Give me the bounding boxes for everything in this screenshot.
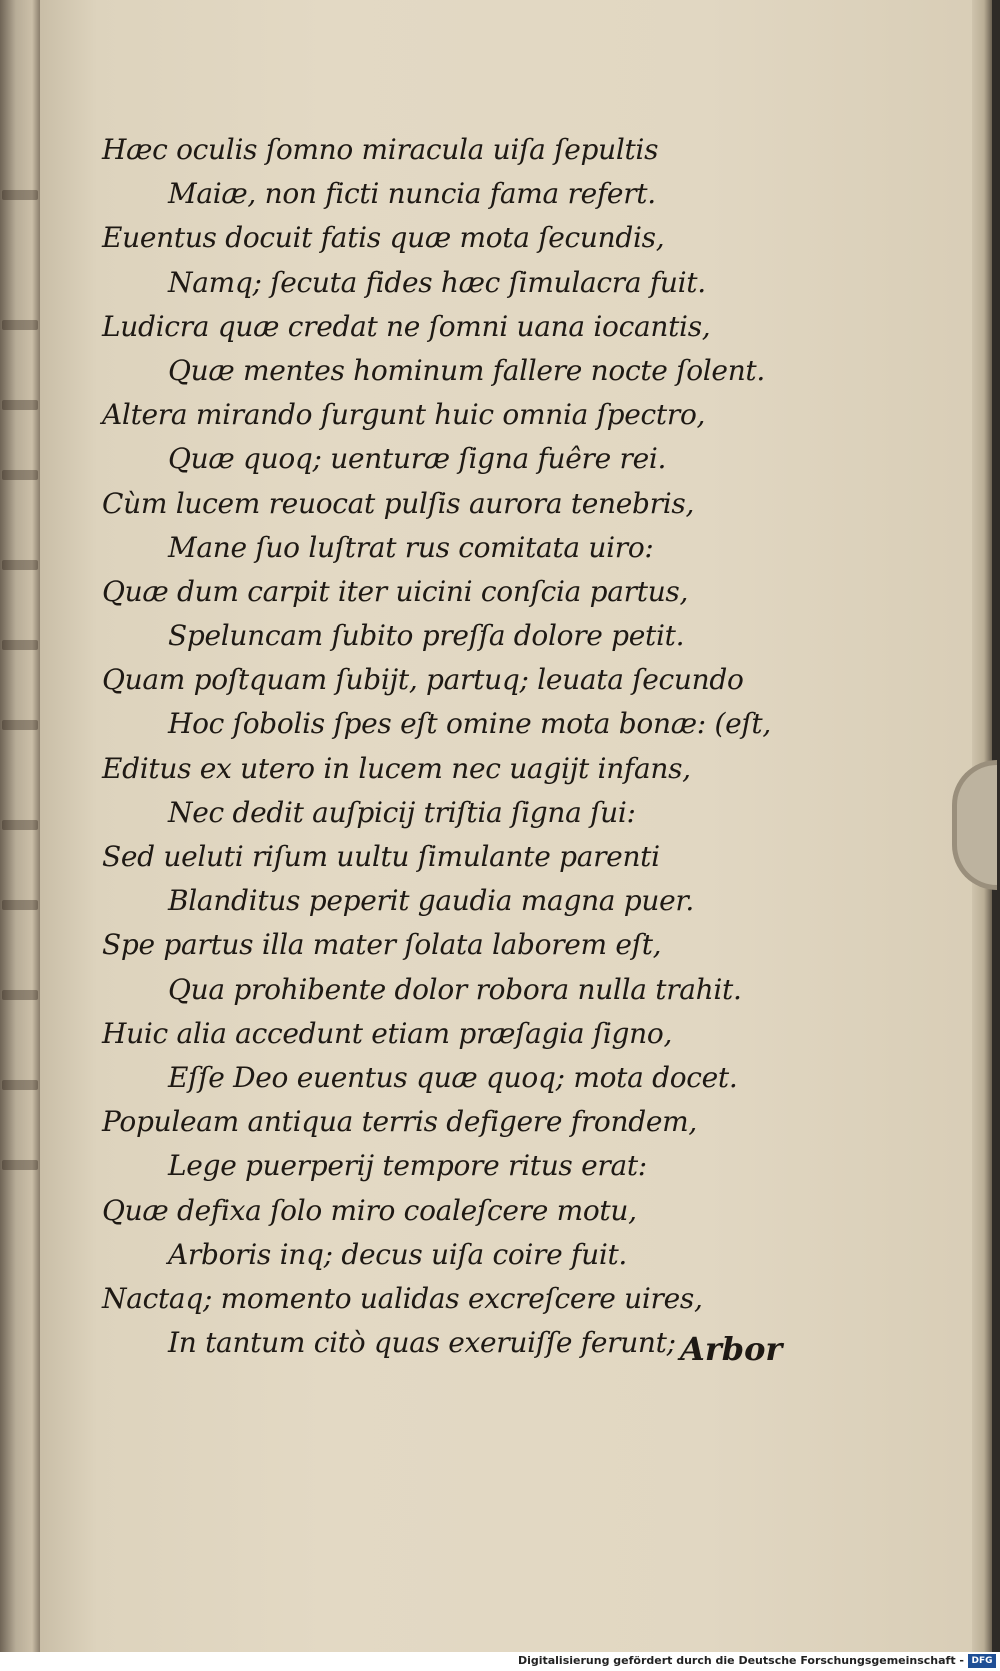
- verse-line: Quæ quoq; uenturæ ſigna fuêre rei.: [168, 442, 667, 476]
- verse-line: Quæ dum carpit iter uicini conſcia partus,: [102, 574, 689, 608]
- verse-line: Ludicra quæ credat ne ſomni uana iocantis,: [102, 309, 711, 343]
- verse-line: Blanditus peperit gaudia magna puer.: [168, 884, 695, 918]
- verse-line: Euentus docuit fatis quæ mota ſecundis,: [102, 221, 665, 255]
- verse-line: Namq; ſecuta fides hæc ſimulacra fuit.: [168, 265, 706, 299]
- verse-line: Populeam antiqua terris defigere frondem,: [102, 1105, 697, 1139]
- verse-line: Nec dedit auſpicij triſtia ſigna ſui:: [168, 795, 636, 829]
- verse-line: Speluncam ſubito preſſa dolore petit.: [168, 619, 685, 653]
- verse-line: Quæ defixa ſolo miro coaleſcere motu,: [102, 1193, 637, 1227]
- verse-line: Nactaq; momento ualidas excreſcere uires,: [102, 1281, 703, 1315]
- verse-text-block: [102, 128, 771, 1365]
- catchword: Arbor: [680, 1330, 783, 1368]
- verse-line: Quæ mentes hominum fallere nocte ſolent.: [168, 353, 765, 387]
- verse-line: Eſſe Deo euentus quæ quoq; mota docet.: [168, 1060, 738, 1094]
- footer-bar: [0, 1652, 1000, 1671]
- verse-line: Qua prohibente dolor robora nulla trahit.: [168, 972, 742, 1006]
- verse-line: Editus ex utero in lucem nec uagijt infans,: [102, 751, 691, 785]
- previous-page-edge: [0, 0, 40, 1652]
- verse-line: Altera mirando ſurgunt huic omnia ſpectro,: [102, 398, 706, 432]
- verse-line: Huic alia accedunt etiam præſagia ſigno,: [102, 1016, 673, 1050]
- verse-line: Mane ſuo luſtrat rus comitata uiro:: [168, 530, 654, 564]
- dfg-logo: DFG: [968, 1654, 996, 1668]
- verse-line: Quam poſtquam ſubijt, partuq; leuata ſecundo: [102, 663, 744, 697]
- verse-line: Sed ueluti riſum uultu ſimulante parenti: [102, 840, 660, 873]
- verse-line: Maiæ, non ficti nuncia fama refert.: [168, 177, 656, 211]
- verse-line: Spe partus illa mater ſolata laborem eſt,: [102, 928, 662, 962]
- digitization-credit: Digitalisierung gefördert durch die Deutsche Forschungsgemeinschaft -: [517, 1654, 964, 1667]
- verse-line: Hoc ſobolis ſpes eſt omine mota bonæ: (eſt,: [168, 707, 771, 741]
- verse-line: Arboris inq; decus uiſa coire fuit.: [168, 1237, 628, 1271]
- verse-line: In tantum citò quas exeruiſſe ferunt;: [168, 1326, 676, 1360]
- verse-line: Cùm lucem reuocat pulſis aurora tenebris,: [102, 486, 695, 520]
- verse-line: Hæc oculis ſomno miracula uiſa ſepultis: [102, 133, 659, 166]
- book-page: [40, 0, 992, 1652]
- verse-line: Lege puerperij tempore ritus erat:: [168, 1149, 647, 1183]
